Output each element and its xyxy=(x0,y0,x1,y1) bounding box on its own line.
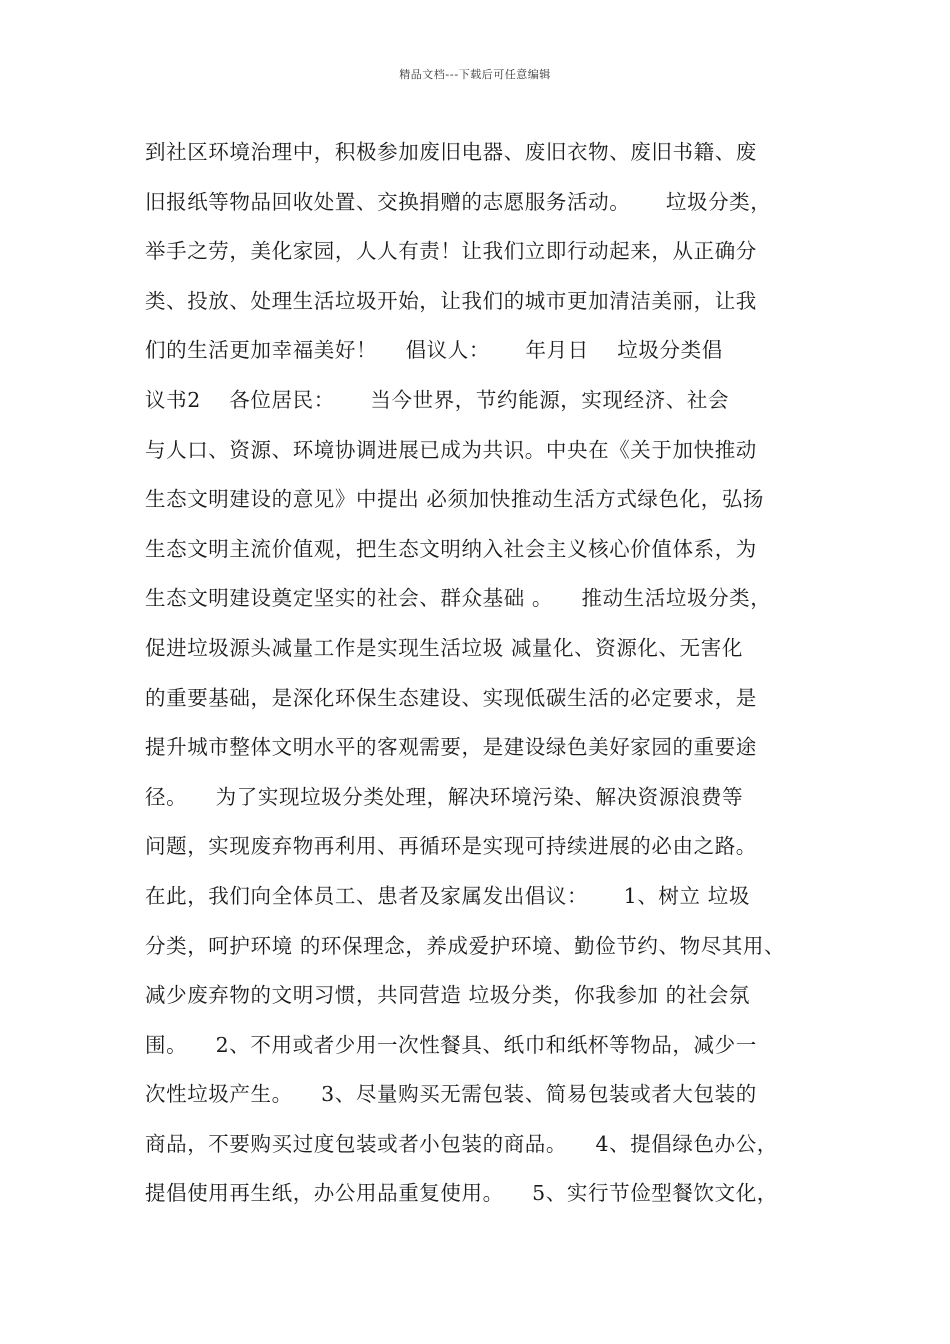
text-line: 分类，呵护环境 的环保理念，养成爱护环境、勤俭节约、物尽其用、 xyxy=(145,933,786,958)
text-line: 议书2 各位居民： 当今世界，节约能源，实现经济、社会 xyxy=(145,387,730,412)
text-line: 促进垃圾源头减量工作是实现生活垃圾 减量化、资源化、无害化 xyxy=(145,635,743,660)
text-line: 围。 2、不用或者少用一次性餐具、纸巾和纸杯等物品，减少一 xyxy=(145,1032,757,1057)
body-text xyxy=(145,128,825,1219)
text-line: 生态文明建设的意见》中提出 必须加快推动生活方式绿色化，弘扬 xyxy=(145,487,765,512)
text-line: 在此，我们向全体员工、患者及家属发出倡议： 1、树立 垃圾 xyxy=(145,883,750,908)
page-header: 精品文档---下载后可任意编辑 xyxy=(399,68,551,81)
text-line: 生态文明主流价值观，把生态文明纳入社会主义核心价值体系，为 xyxy=(145,536,757,561)
text-line: 与人口、资源、环境协调进展已成为共识。中央在《关于加快推动 xyxy=(145,437,757,462)
text-line: 生态文明建设奠定坚实的社会、群众基础 。 推动生活垃圾分类， xyxy=(145,586,772,611)
text-line: 提升城市整体文明水平的客观需要，是建设绿色美好家园的重要途 xyxy=(145,735,757,760)
text-line: 类、投放、处理生活垃圾开始，让我们的城市更加清洁美丽，让我 xyxy=(145,288,757,313)
text-line: 提倡使用再生纸，办公用品重复使用。 5、实行节俭型餐饮文化， xyxy=(145,1181,778,1206)
text-line: 们的生活更加幸福美好！ 倡议人： 年月日 垃圾分类倡 xyxy=(145,338,723,363)
text-line: 到社区环境治理中，积极参加废旧电器、废旧衣物、废旧书籍、废 xyxy=(145,140,757,164)
text-line: 旧报纸等物品回收处置、交换捐赠的志愿服务活动。 垃圾分类， xyxy=(145,189,772,214)
text-line: 径。 为了实现垃圾分类处理，解决环境污染、解决资源浪费等 xyxy=(145,784,744,809)
text-line: 商品，不要购买过度包装或者小包装的商品。 4、提倡绿色办公， xyxy=(145,1131,778,1156)
text-line: 次性垃圾产生。 3、尽量购买无需包装、简易包装或者大包装的 xyxy=(145,1082,757,1107)
text-line: 的重要基础，是深化环保生态建设、实现低碳生活的必定要求，是 xyxy=(145,685,757,710)
text-line: 减少废弃物的文明习惯，共同营造 垃圾分类，你我参加 的社会氛 xyxy=(145,983,751,1008)
text-line: 问题，实现废弃物再利用、再循环是实现可持续进展的必由之路。 xyxy=(145,834,757,859)
text-line: 举手之劳，美化家园，人人有责！让我们立即行动起来，从正确分 xyxy=(145,239,757,264)
